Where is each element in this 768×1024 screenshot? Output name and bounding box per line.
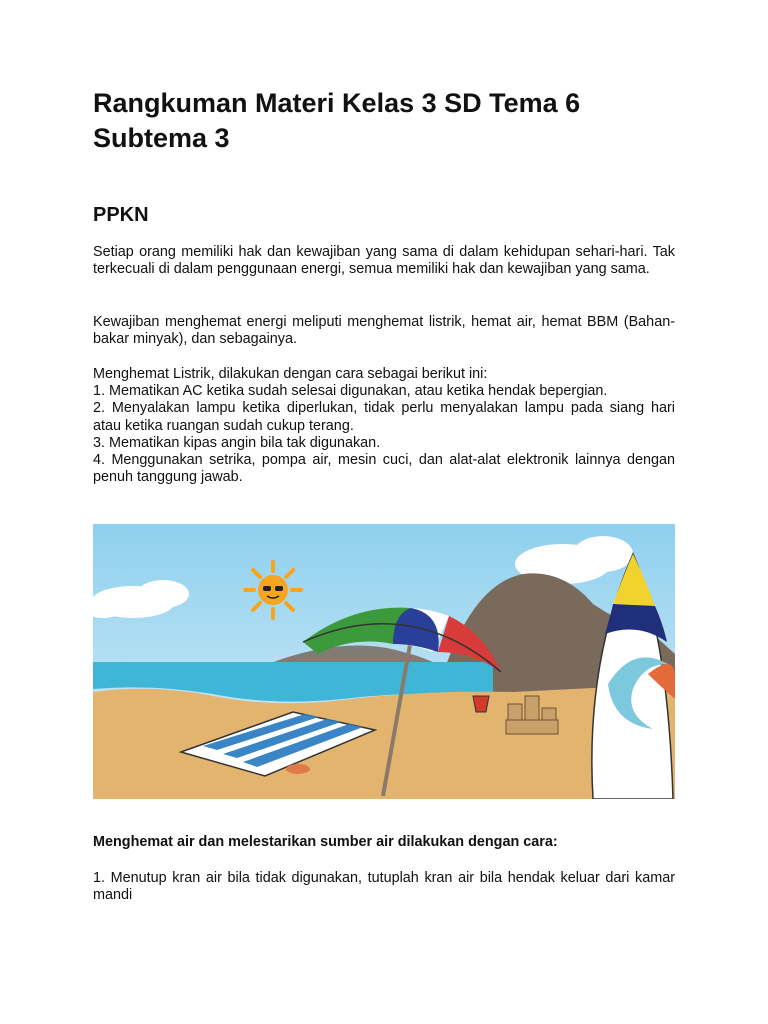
water-saving-heading: Menghemat air dan melestarikan sumber air dilakukan dengan cara: <box>93 834 558 850</box>
water-saving-item: 1. Menutup kran air bila tidak digunakan, tutuplah kran air bila hendak keluar dari kamar mandi <box>93 870 675 904</box>
list-item: 2. Menyalakan lampu ketika diperlukan, tidak perlu menyalakan lampu pada siang hari atau ketika ruangan sudah cukup terang. <box>93 400 675 434</box>
beach-illustration <box>93 524 675 799</box>
section-heading-ppkn: PPKN <box>93 204 149 226</box>
page-title: Rangkuman Materi Kelas 3 SD Tema 6 Subtema 3 <box>93 88 581 153</box>
list-item: 4. Menggunakan setrika, pompa air, mesin cuci, dan alat-alat elektronik lainnya dengan penuh tanggung jawab. <box>93 452 675 486</box>
list-item: 1. Mematikan AC ketika sudah selesai digunakan, atau ketika hendak bepergian. <box>93 383 608 400</box>
list-item: 3. Mematikan kipas angin bila tak digunakan. <box>93 434 381 451</box>
paragraph-rights-obligations: Setiap orang memiliki hak dan kewajiban yang sama di dalam kehidupan sehari-hari. Tak terkecuali di dalam penggunaan energi, semua memiliki hak dan kewajiban yang sama. <box>93 244 675 278</box>
paragraph-energy-saving: Kewajiban menghemat energi meliputi menghemat listrik, hemat air, hemat BBM (Bahan-bakar minyak), dan sebagainya. <box>93 314 675 348</box>
sun-icon <box>245 562 301 618</box>
bucket <box>473 696 489 712</box>
list-intro: Menghemat Listrik, dilakukan dengan cara sebagai berikut ini: <box>93 366 488 382</box>
electricity-list <box>93 366 675 486</box>
document-page <box>93 86 675 904</box>
